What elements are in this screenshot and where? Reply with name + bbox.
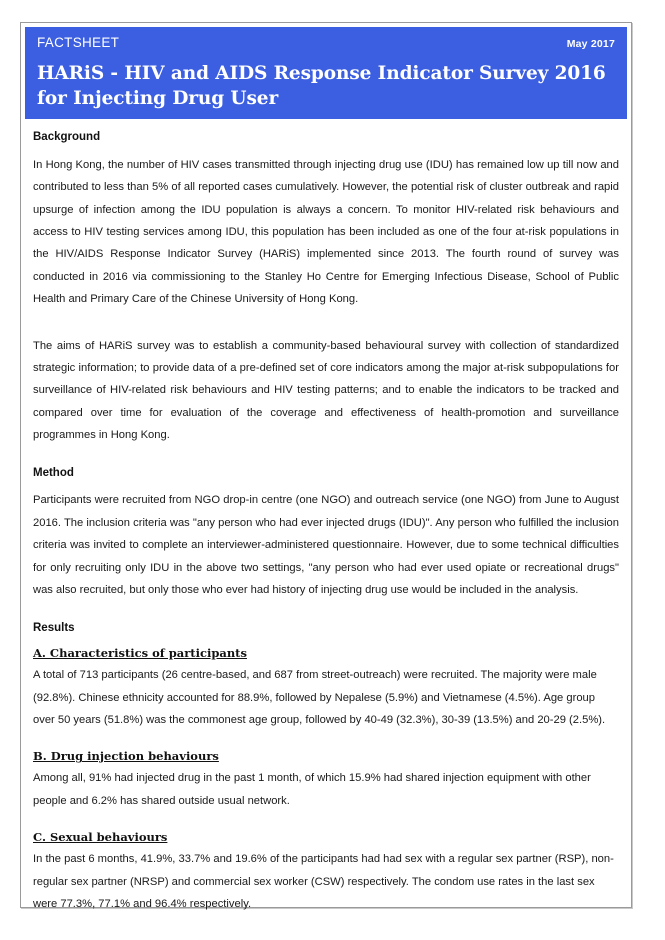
- banner-top-row: [37, 35, 615, 53]
- section-heading-background: Background: [33, 131, 101, 143]
- spacer: [33, 731, 619, 747]
- spacer: [33, 311, 619, 335]
- factsheet-label: FACTSHEET: [37, 35, 120, 50]
- results-subsection-c: [33, 828, 619, 915]
- page-title: HARiS - HIV and AIDS Response Indicator Survey 2016 for Injecting Drug User: [37, 63, 606, 109]
- results-subsection-a: [33, 644, 619, 731]
- section-heading-results: Results: [33, 621, 75, 634]
- background-paragraph-1: In Hong Kong, the number of HIV cases transmitted through injecting drug use (IDU) has remained low up till now and contributed to less than 5% of all reported cases cumulatively. However, the potential risk of cluster outbreak and rapid upsurge of infection among the IDU population is always a concern. To monitor HIV-related risk behaviours and access to HIV testing services among IDU, this population has been included as one of the four at-risk populations in the HIV/AIDS Response Indicator Survey (HARiS) implemented since 2013. The fourth round of survey was conducted in 2016 via commissioning to the Stanley Ho Centre for Emerging Infectious Disease, School of Public Health and Primary Care of the Chinese University of Hong Kong.: [33, 158, 619, 306]
- subsection-b-paragraph: Among all, 91% had injected drug in the past 1 month, of which 15.9% had shared injection equipment with other people and 6.2% has shared outside usual network.: [33, 772, 591, 807]
- subsection-heading-b: B. Drug injection behaviours: [33, 749, 219, 764]
- subsection-heading-a: A. Characteristics of participants: [33, 646, 247, 661]
- section-heading-method: Method: [33, 466, 74, 479]
- document-frame: [20, 22, 632, 908]
- subsection-c-paragraph: In the past 6 months, 41.9%, 33.7% and 19.6% of the participants had had sex with a regular sex partner (RSP), non-regular sex partner (NRSP) and commercial sex worker (CSW) respectively. The condom use rates in the last sex were 77.3%, 77.1% and 96.4% respectively.: [33, 853, 614, 910]
- spacer: [33, 812, 619, 828]
- document-body: [25, 123, 627, 915]
- publication-date: May 2017: [566, 38, 615, 50]
- method-paragraph-1: Participants were recruited from NGO drop-in centre (one NGO) and outreach service (one NGO) from June to August 2016. The inclusion criteria was "any person who had ever injected drugs (IDU)". Any person who fulfilled the inclusion criteria was invited to complete an interviewer-administered questionnaire. However, due to some technical difficulties for only recruiting only IDU in the above two settings, "any person who had ever used opiate or recreational drugs" was also recruited, but only those who ever had history of injecting drug use would be included in the analysis.: [33, 494, 619, 597]
- results-subsection-b: [33, 747, 619, 812]
- document-header-banner: [25, 27, 627, 119]
- subsection-a-paragraph: A total of 713 participants (26 centre-based, and 687 from street-outreach) were recruited. The majority were male (92.8%). Chinese ethnicity accounted for 88.9%, followed by Nepalese (5.9%) and Vietnamese (4.5%). Age group over 50 years (51.8%) was the commonest age group, followed by 40-49 (32.3%), 30-39 (13.5%) and 20-29 (2.5%).: [33, 669, 606, 727]
- background-paragraph-2: The aims of HARiS survey was to establish a community-based behavioural survey with collection of standardized strategic information; to provide data of a pre-defined set of core indicators among the major at-risk subpopulations for surveillance of HIV-related risk behaviours and HIV testing patterns; and to enable the indicators to be tracked and compared over time for evaluation of the coverage and effectiveness of health-promotion and surveillance programmes in Hong Kong.: [33, 339, 619, 442]
- subsection-heading-c: C. Sexual behaviours: [33, 830, 168, 845]
